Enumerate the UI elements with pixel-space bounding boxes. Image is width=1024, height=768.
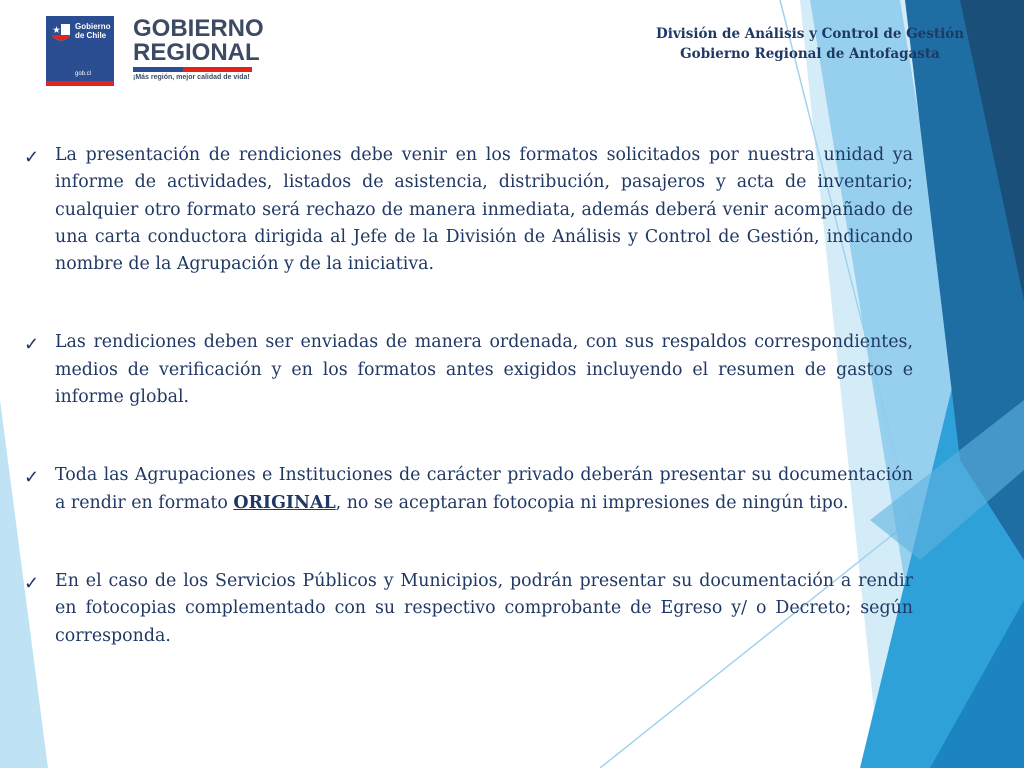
list-item — [22, 329, 913, 411]
region-title-line1: GOBIERNO — [133, 15, 264, 42]
bullet-text: En el caso de los Servicios Públicos y Municipios, podrán presentar su documentación a rendir en fotocopias complementado con su respectivo comprobante de Egreso y/ o Decreto; según corresponda. — [55, 570, 913, 646]
checkmark-icon: ✓ — [24, 334, 40, 356]
region-title-line2: REGIONAL — [133, 39, 260, 66]
checkmark-icon: ✓ — [24, 467, 40, 489]
gov-name-text: Gobierno de Chile — [75, 22, 111, 40]
gov-red-stripe — [46, 81, 114, 86]
header-line-2: Gobierno Regional de Antofagasta — [680, 46, 940, 62]
bullet-text-after: , no se aceptaran fotocopia ni impresiones de ningún tipo. — [335, 492, 849, 513]
header-line-1: División de Análisis y Control de Gestión — [655, 26, 965, 42]
bullet-text: Las rendiciones deben ser enviadas de manera ordenada, con sus respaldos correspondientes, medios de verificación y en los formatos antes exigidos incluyendo el resumen de gastos e informe global. — [55, 332, 913, 408]
region-color-bar — [133, 67, 252, 72]
original-emphasis: ORIGINAL — [233, 492, 336, 513]
chile-shield-icon — [50, 22, 72, 46]
gobierno-regional-logo — [46, 15, 264, 88]
page-header — [650, 24, 970, 64]
bullet-list — [22, 142, 913, 650]
checkmark-icon: ✓ — [24, 147, 40, 168]
bullet-text: La presentación de rendiciones debe venir en los formatos solicitados por nuestra unidad ya informe de actividades, listados de asistencia, distribución, pasajeros y acta de inventario; cualquier otro formato será rechazo de manera inmediata, además deberá venir acompañado de una carta conductora dirigida al Jefe de la División de Análisis y Control de Gestión, indicando nombre de la Agrupación y de la iniciativa. — [55, 145, 913, 275]
gov-url-text: gob.cl — [75, 71, 92, 77]
list-item — [22, 568, 913, 650]
list-item — [22, 142, 913, 278]
list-item — [22, 462, 913, 517]
checkmark-icon: ✓ — [24, 572, 40, 594]
bullet-text-before: Toda las Agrupaciones e Instituciones de carácter privado deberán presentar su documentación a rendir en formato — [55, 465, 913, 513]
gobierno-de-chile-badge — [46, 16, 114, 86]
region-slogan: ¡Más región, mejor calidad de vida! — [133, 74, 250, 81]
